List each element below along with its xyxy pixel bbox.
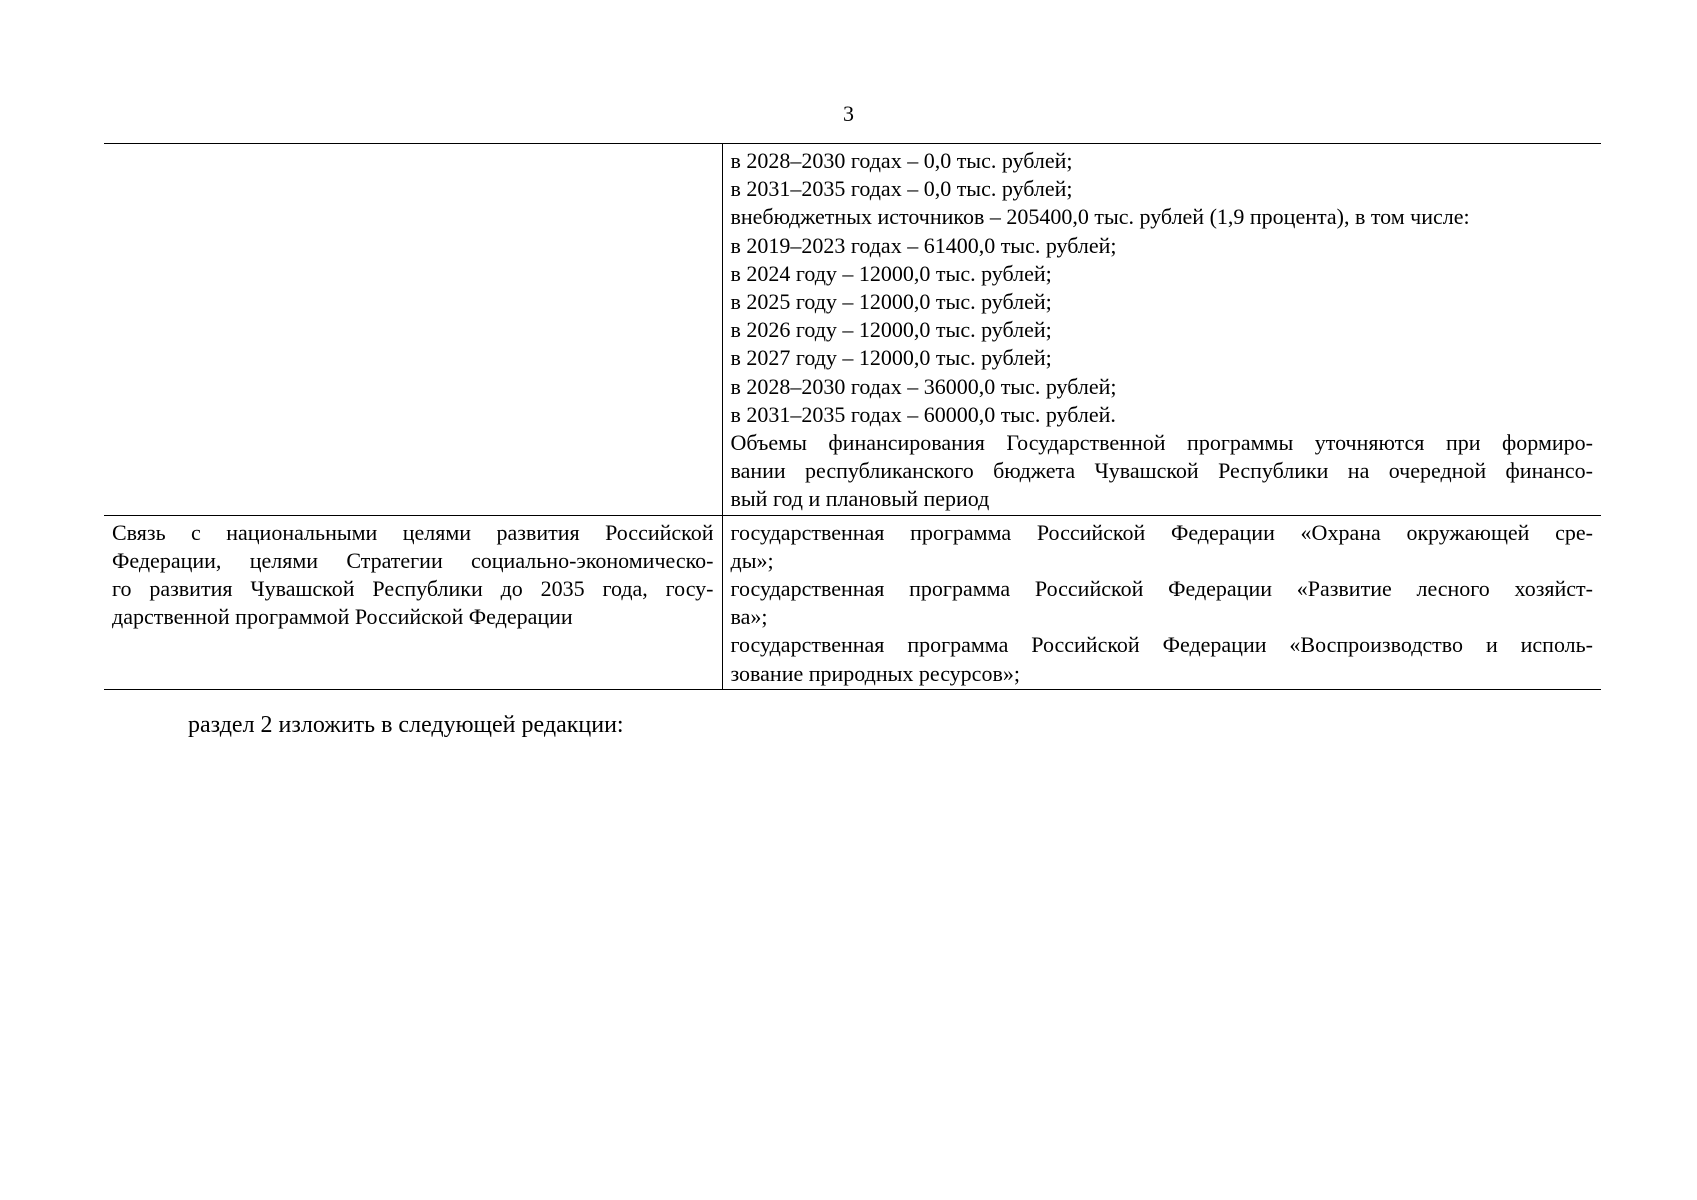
page-number: 3 (843, 101, 854, 126)
row1-left-cell (104, 144, 722, 516)
row1-right-cell (722, 144, 1601, 516)
funding-line: в 2027 году – 12000,0 тыс. рублей; (730, 345, 1052, 371)
row2-right-cell (722, 515, 1601, 689)
funding-line: в 2031–2035 годах – 0,0 тыс. рублей; (730, 176, 1073, 202)
passport-table (104, 143, 1601, 690)
funding-line: в 2019–2023 годах – 61400,0 тыс. рублей; (730, 232, 1117, 258)
funding-line: в 2025 году – 12000,0 тыс. рублей; (730, 289, 1052, 315)
funding-note-line: Объемы финансирования Государственной программы уточняются при формиро- (730, 430, 1593, 456)
funding-line: в 2028–2030 годах – 0,0 тыс. рублей; (730, 148, 1073, 173)
link-label-line: Связь с национальными целями развития Российской (112, 519, 714, 545)
program-line: ды»; (730, 547, 774, 573)
link-label-line: Федерации, целями Стратегии социально-экономическо- (112, 547, 714, 573)
funding-line: в 2024 году – 12000,0 тыс. рублей; (730, 260, 1052, 286)
funding-note-line: вании республиканского бюджета Чувашской Республики на очередной финансо- (730, 458, 1593, 484)
table-row (104, 515, 1601, 689)
table-row (104, 144, 1601, 516)
funding-line: внебюджетных источников – 205400,0 тыс. рублей (1,9 процента), в том числе: (730, 204, 1470, 230)
funding-line: в 2031–2035 годах – 60000,0 тыс. рублей. (730, 401, 1116, 427)
funding-note-line: вый год и плановый период (730, 486, 990, 512)
section-instruction: раздел 2 изложить в следующей редакции: (188, 712, 624, 738)
link-label-line: дарственной программой Российской Федерации (112, 604, 573, 630)
funding-line: в 2028–2030 годах – 36000,0 тыс. рублей; (730, 373, 1117, 399)
program-line: государственная программа Российской Федерации «Развитие лесного хозяйст- (730, 576, 1593, 602)
program-line: государственная программа Российской Федерации «Охрана окружающей сре- (730, 519, 1593, 545)
link-label-line: го развития Чувашской Республики до 2035 года, госу- (112, 576, 714, 602)
program-line: государственная программа Российской Федерации «Воспроизводство и исполь- (730, 632, 1593, 658)
program-line: ва»; (730, 604, 768, 630)
program-line: зование природных ресурсов»; (730, 660, 1020, 686)
funding-line: в 2026 году – 12000,0 тыс. рублей; (730, 317, 1052, 343)
row2-left-cell (104, 515, 722, 689)
